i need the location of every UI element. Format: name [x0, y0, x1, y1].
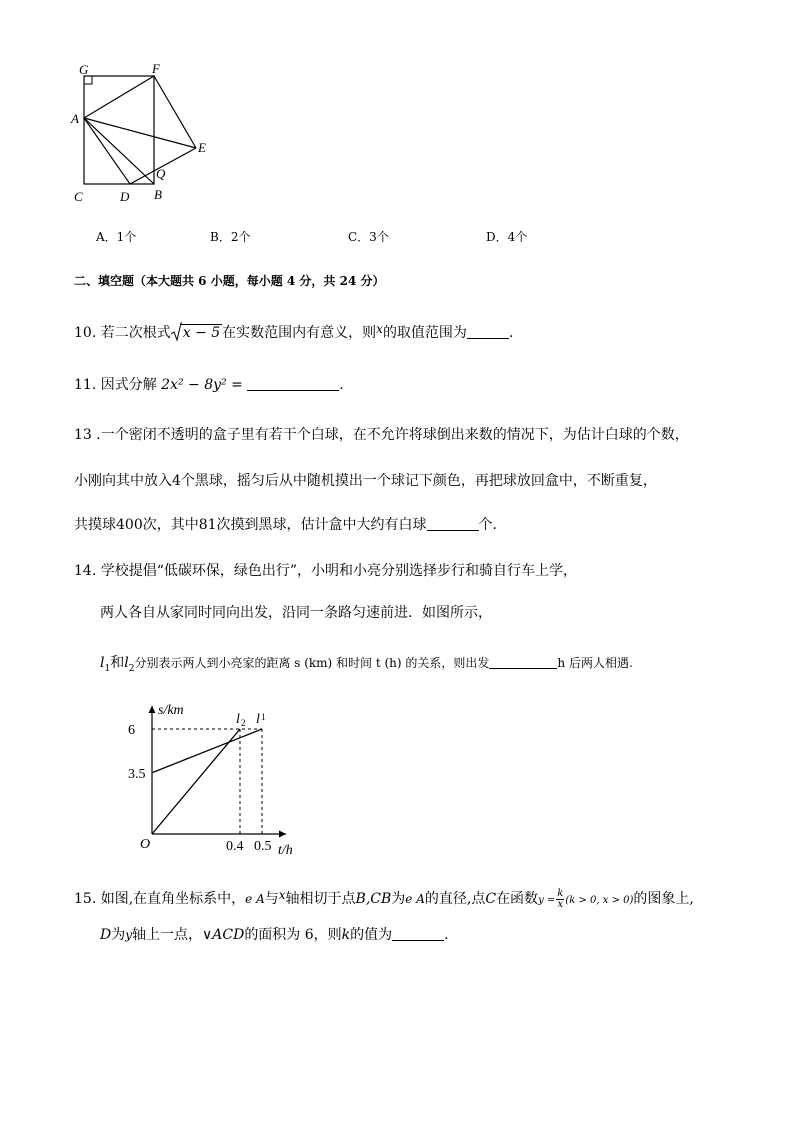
- question-14-line1: 14. 学校提倡“低碳环保，绿色出行”，小明和小亮分别选择步行和骑自行车上学，: [74, 563, 578, 579]
- q10-middle: 在实数范围内有意义，则: [222, 325, 377, 341]
- q15-f: 在函数: [496, 891, 539, 907]
- option-c: C．3个: [348, 230, 389, 244]
- segment-af: [84, 76, 154, 118]
- q15-circle-a: e A: [245, 892, 265, 906]
- q15-line2-c: 的面积为 6，则: [244, 927, 342, 943]
- y-axis-label: s/km: [158, 703, 184, 718]
- option-b: B．2个: [210, 230, 251, 244]
- q14-suffix: h 后两人相遇.: [557, 656, 633, 670]
- question-11: [74, 376, 344, 394]
- q13-answer-blank[interactable]: [427, 516, 479, 531]
- st-chart: [128, 696, 298, 866]
- label-c: C: [74, 189, 83, 204]
- q15-line2-d: 的值为: [350, 927, 393, 943]
- q15-condition: (k > 0, x > 0): [565, 895, 634, 906]
- question-15-line2: [100, 926, 449, 944]
- q15-g: 的图象上,: [633, 891, 694, 907]
- label-b: B: [154, 187, 162, 202]
- question-10: [74, 320, 513, 342]
- series-label-l1: l: [256, 712, 260, 727]
- y-tick-label: 3.5: [128, 766, 146, 782]
- q15-k: k: [341, 927, 351, 943]
- q10-prefix: 10. 若二次根式: [74, 325, 171, 341]
- q14-text: 分别表示两人到小亮家的距离 s (km) 和时间 t (h) 的关系，则出发: [134, 656, 490, 670]
- q15-line2-a: 为: [111, 927, 126, 943]
- x-tick-label: 0.5: [254, 839, 272, 854]
- q15-frac-den: x: [557, 898, 564, 910]
- y-tick-label: 6: [128, 723, 135, 738]
- question-14-line3: [100, 654, 633, 678]
- x-axis-label: t/h: [278, 843, 293, 858]
- q10-answer-blank[interactable]: [467, 324, 509, 339]
- series-label-l1-sub: 1: [261, 712, 266, 722]
- q11-answer-blank[interactable]: [247, 376, 339, 391]
- q10-suffix: 的取值范围为: [382, 325, 467, 341]
- q15-line2-end: .: [444, 927, 449, 943]
- series-line-l1: [152, 729, 262, 773]
- series-line-l2: [152, 729, 240, 834]
- q15-answer-blank[interactable]: [392, 926, 444, 941]
- q15-points: B,CB: [355, 891, 392, 907]
- geometry-figure: [60, 56, 230, 206]
- radical-sign: [171, 322, 182, 342]
- q15-point-d: D: [100, 927, 112, 943]
- label-f: F: [152, 61, 160, 76]
- label-a: A: [71, 111, 79, 126]
- q15-fraction: [556, 889, 564, 910]
- q15-triangle: ∨ACD: [202, 927, 245, 943]
- question-13-line2: 小刚向其中放入4个黑球，摇匀后从中随机摸出一个球记下颜色，再把球放回盒中，不断重复，: [74, 473, 657, 489]
- q14-answer-blank[interactable]: [489, 654, 557, 669]
- question-13-line1: 13 .一个密闭不透明的盒子里有若干个白球，在不允许将球倒出来数的情况下，为估计白球的个数，: [74, 427, 689, 443]
- q14-l2: l: [124, 655, 129, 671]
- series-label-l2-sub: 2: [241, 718, 246, 728]
- origin-label: O: [140, 837, 151, 852]
- q15-b: 与: [264, 891, 279, 907]
- section-title: 二、填空题（本大题共 6 小题，每小题 4 分，共 24 分）: [74, 274, 385, 288]
- option-d: D．4个: [486, 230, 528, 244]
- right-angle-mark: [84, 76, 92, 84]
- q14-l1: l: [100, 655, 105, 671]
- label-q: Q: [156, 166, 166, 181]
- q13-line3-suffix: 个.: [478, 517, 497, 533]
- question-13-line3: [74, 516, 497, 534]
- q15-point-c: C: [485, 891, 497, 907]
- q11-end: .: [339, 377, 344, 393]
- label-e: E: [198, 140, 206, 155]
- q11-prefix: 11. 因式分解: [74, 377, 157, 393]
- q14-l2-sub: 2: [128, 663, 135, 674]
- question-14-line2: 两人各自从家同时同向出发，沿同一条路匀速前进．如图所示，: [100, 605, 492, 621]
- q15-a: 15. 如图,在直角坐标系中，: [74, 891, 246, 907]
- sqrt-expression: [171, 324, 222, 342]
- q15-y-eq: y =: [538, 895, 556, 906]
- q15-y-axis: y: [125, 928, 133, 942]
- q14-l1-sub: 1: [104, 663, 111, 674]
- q15-c: 轴相切于点: [285, 891, 356, 907]
- series-label-l2: l: [236, 712, 240, 727]
- q15-line2-b: 轴上一点，: [132, 927, 203, 943]
- q11-expression: 2x² − 8y² =: [161, 377, 243, 393]
- q15-frac-num: k: [557, 887, 564, 899]
- q15-e: 的直径,点: [424, 891, 486, 907]
- q10-radicand: x − 5: [182, 325, 221, 341]
- q15-circle-a2: e A: [405, 892, 425, 906]
- q14-and: 和: [110, 655, 125, 671]
- q10-end: .: [508, 325, 514, 341]
- option-a: A．1个: [96, 230, 137, 244]
- question-15-line1: [74, 886, 694, 910]
- label-g: G: [79, 62, 89, 77]
- x-tick-label: 0.4: [226, 839, 244, 854]
- segment-fe: [154, 76, 196, 148]
- q15-x-axis: x: [278, 888, 286, 902]
- q15-d: 为: [391, 891, 406, 907]
- q10-var: x: [376, 322, 383, 336]
- q13-line3-prefix: 共摸球400次，其中81次摸到黑球，估计盒中大约有白球: [74, 517, 427, 533]
- label-d: D: [120, 189, 130, 204]
- segment-ae: [84, 118, 196, 148]
